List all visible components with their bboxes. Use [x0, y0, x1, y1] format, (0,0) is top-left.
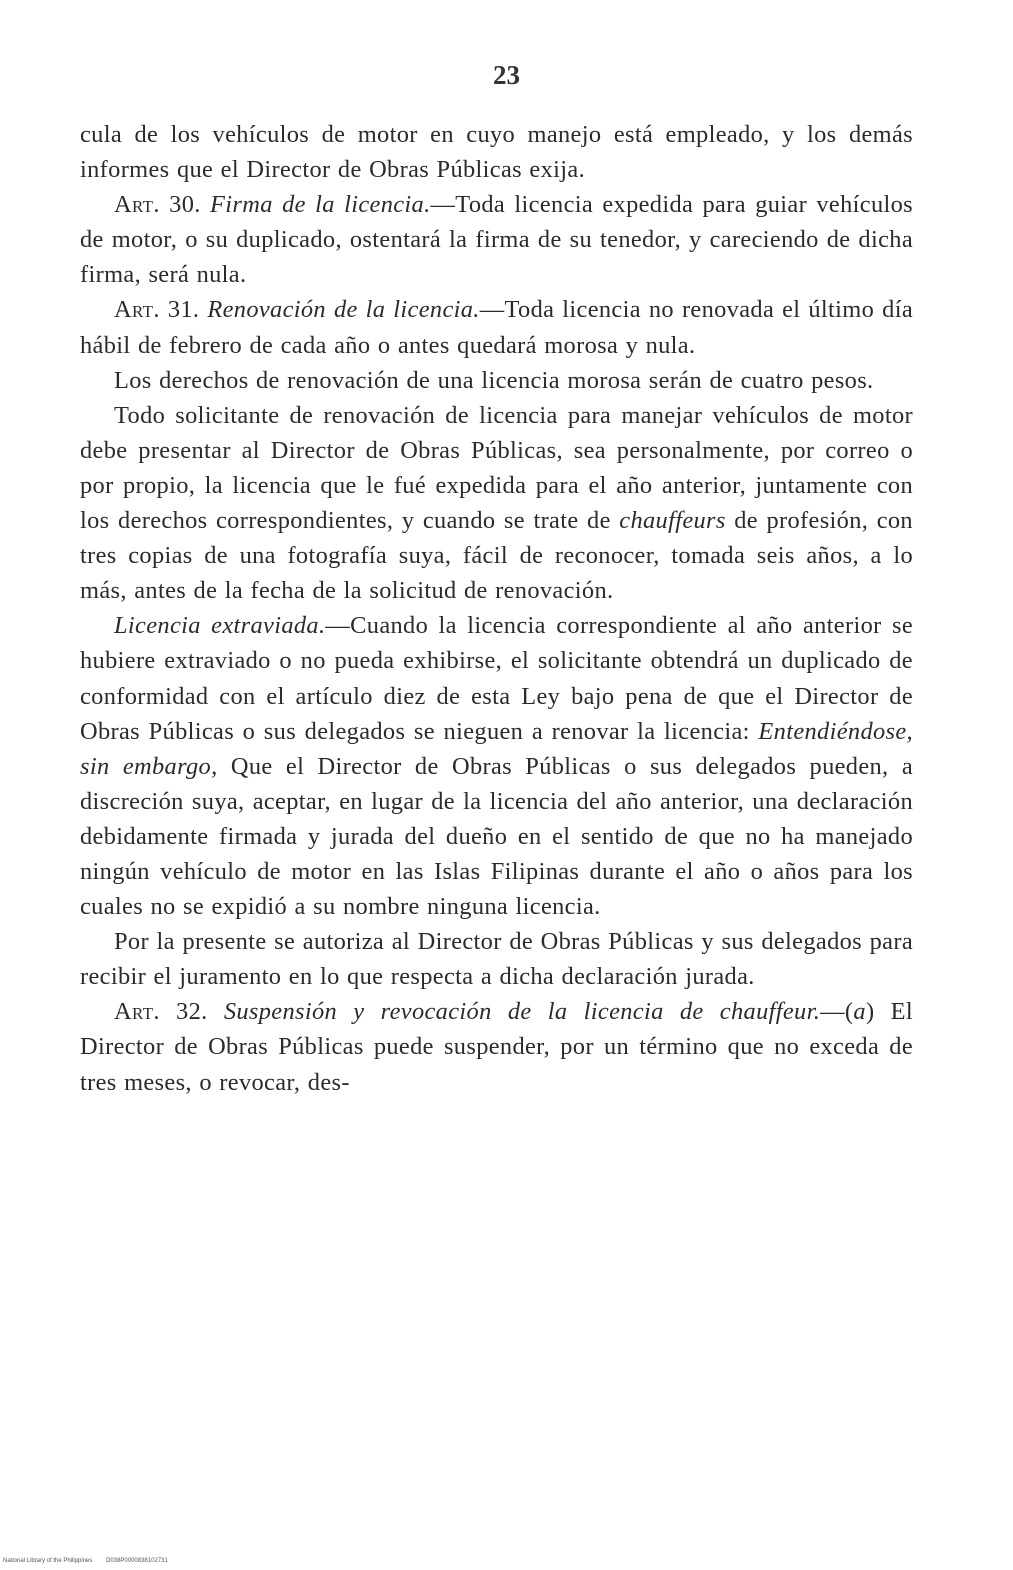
article-number: 32.: [176, 998, 208, 1026]
paragraph-text: Que el Director de Obras Públicas o sus delegados pueden, a discreción suya, aceptar, en lugar de la licencia del año anterior, una declaración debidamente firmada y jurada del dueño en el sentido de que no ha manejado ningún vehículo de motor en las Islas Filipinas durante el año o años para los cuales no se expidió a su nombre ninguna licencia.: [80, 752, 914, 921]
article-label: Art.: [114, 998, 160, 1026]
italic-term: chauffeurs: [619, 507, 726, 535]
scan-footer: [3, 1558, 168, 1564]
paragraph-text: Por la presente se autoriza al Director de Obras Públicas y sus delegados para recibir el juramento en lo que respecta a dicha declaración jurada.: [80, 928, 913, 991]
footer-code: D038P0000838102731: [106, 1558, 168, 1564]
page-number: 23: [493, 60, 520, 90]
paragraph-text: —(: [820, 998, 854, 1026]
paragraph-licencia-extraviada: [80, 608, 913, 924]
footer-source: National Library of the Philippines: [3, 1558, 93, 1564]
article-31: [80, 292, 913, 362]
paragraph-text: cula de los vehículos de motor en cuyo manejo está empleado, y los demás informes que el Director de Obras Públicas exija.: [80, 121, 913, 184]
paragraph-autoriza: [80, 924, 913, 994]
article-32: [80, 994, 913, 1099]
article-label: Art.: [114, 191, 160, 219]
paragraph-text: Todo solicitante de renovación de licencia para manejar vehículos de motor debe presentar al Director de Obras Públicas, sea personalmente, por correo o por propio, la licencia que le fué expedida para el año anterior, juntamente con los derechos correspondientes, y cuando se trate de: [80, 401, 913, 535]
article-label: Art.: [114, 296, 160, 324]
paragraph-text: —Toda licencia no renovada el último día hábil de febrero de cada año o antes quedará morosa y nula.: [80, 296, 913, 359]
paragraph-continuation: [80, 117, 913, 187]
paragraph-text: —Toda licencia expedida para guiar vehículos de motor, o su duplicado, ostentará la firma de su tenedor, y careciendo de dicha firma, será nula.: [80, 191, 913, 289]
paragraph-solicitante: [80, 398, 913, 609]
article-heading: Firma de la licencia.: [210, 191, 431, 219]
article-number: 30.: [169, 191, 201, 219]
paragraph-text: Los derechos de renovación de una licencia morosa serán de cuatro pesos.: [114, 366, 874, 394]
italic-term: a: [853, 998, 866, 1026]
paragraph-text: de profesión, con tres copias de una fotografía suya, fácil de reconocer, tomada seis años, a lo más, antes de la fecha de la solicitud de renovación.: [80, 507, 913, 605]
italic-term: Entendiéndose, sin embargo,: [80, 717, 913, 780]
paragraph-derechos: [80, 363, 913, 398]
paragraph-text: —Cuando la licencia correspondiente al año anterior se hubiere extraviado o no pueda exhibirse, el solicitante obtendrá un duplicado de conformidad con el artículo diez de esta Ley bajo pena de que el Director de Obras Públicas o sus delegados se nieguen a renovar la licencia:: [80, 612, 913, 745]
article-30: [80, 187, 913, 292]
article-heading: Renovación de la licencia.: [207, 296, 480, 324]
article-heading: Suspensión y revocación de la licencia de chauffeur.: [223, 998, 821, 1026]
body-text: [80, 117, 913, 1100]
section-heading: Licencia extraviada.: [114, 612, 326, 640]
article-number: 31.: [167, 296, 200, 324]
paragraph-text: ) El Director de Obras Públicas puede suspender, por un término que no exceda de tres meses, o revocar, des-: [80, 998, 913, 1096]
